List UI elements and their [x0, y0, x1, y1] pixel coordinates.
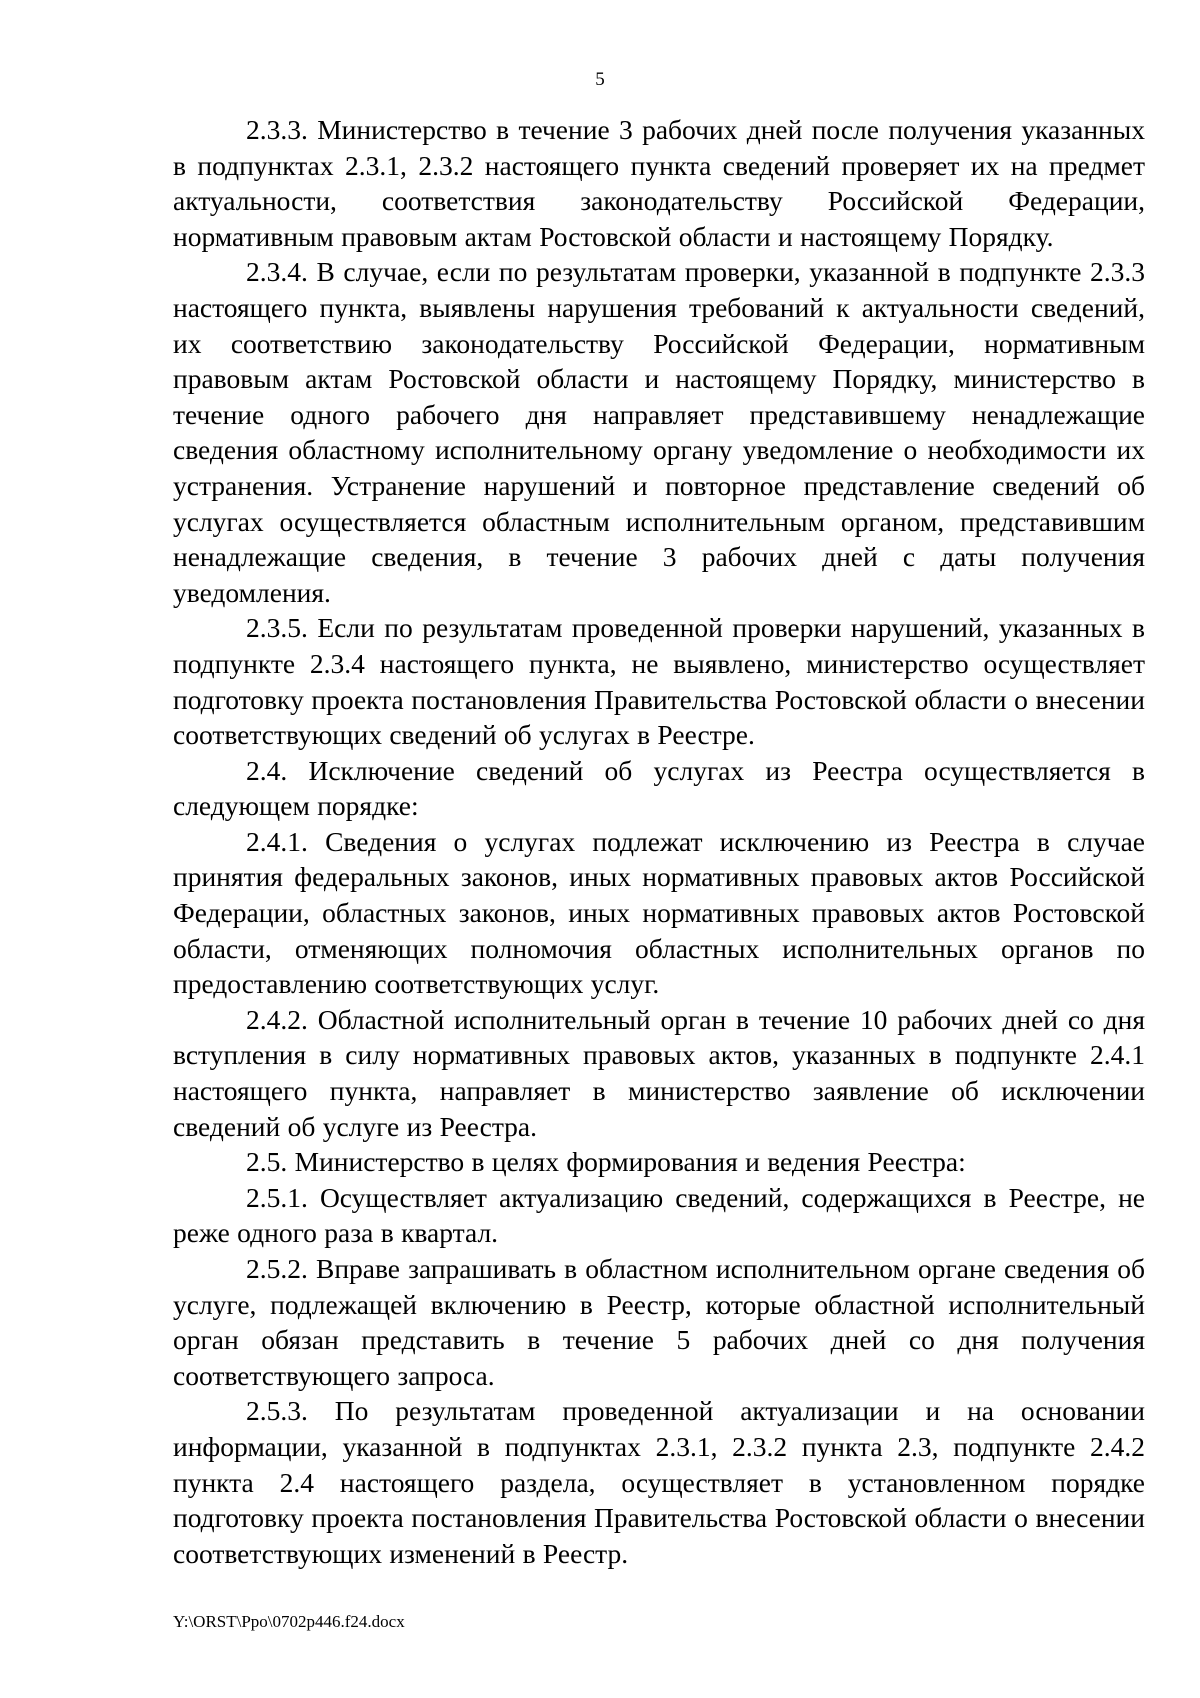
footer-file-path: Y:\ORST\Ppo\0702p446.f24.docx: [173, 1612, 405, 1631]
paragraph-2-5: 2.5. Министерство в целях формирования и ведения Реестра:: [246, 1146, 966, 1178]
paragraph-2-3-3: 2.3.3. Министерство в течение 3 рабочих дней после получения указанных в подпунктах 2.3.1, 2.3.2 настоящего пункта сведений проверяет их на предмет актуальности, соответствия законодательству Российской Федерации, нормативным правовым актам Ростовской области и настоящему Порядку.: [173, 114, 1145, 252]
paragraph-2-3-4: 2.3.4. В случае, если по результатам проверки, указанной в подпункте 2.3.3 настоящего пункта, выявлены нарушения требований к актуальности сведений, их соответствию законодательству Российской Федерации, нормативным правовым актам Ростовской области и настоящему Порядку, министерство в течение одного рабочего дня направляет представившему ненадлежащие сведения областному исполнительному органу уведомление о необходимости их устранения. Устранение нарушений и повторное представление сведений об услугах осуществляется областным исполнительным органом, представившим ненадлежащие сведения, в течение 3 рабочих дней с даты получения уведомления.: [173, 256, 1145, 608]
paragraph-2-4-1: 2.4.1. Сведения о услугах подлежат исключению из Реестра в случае принятия федеральных законов, иных нормативных правовых актов Российской Федерации, областных законов, иных нормативных правовых актов Ростовской области, отменяющих полномочия областных исполнительных органов по предоставлению соответствующих услуг.: [173, 825, 1145, 1000]
paragraph-2-4: 2.4. Исключение сведений об услугах из Реестра осуществляется в следующем порядке:: [173, 754, 1145, 822]
paragraph-2-5-2: 2.5.2. Вправе запрашивать в областном исполнительном органе сведения об услуге, подлежащей включению в Реестр, которые областной исполнительный орган обязан представить в течение 5 рабочих дней со дня получения соответствующего запроса.: [173, 1253, 1145, 1391]
paragraph-2-5-1: 2.5.1. Осуществляет актуализацию сведений, содержащихся в Реестре, не реже одного раза в квартал.: [173, 1181, 1145, 1249]
paragraph-2-5-3: 2.5.3. По результатам проведенной актуализации и на основании информации, указанной в подпунктах 2.3.1, 2.3.2 пункта 2.3, подпункте 2.4.2 пункта 2.4 настоящего раздела, осуществляет в установленном порядке подготовку проекта постановления Правительства Ростовской области о внесении соответствующих изменений в Реестр.: [173, 1395, 1145, 1569]
paragraph-2-4-2: 2.4.2. Областной исполнительный орган в течение 10 рабочих дней со дня вступления в силу нормативных правовых актов, указанных в подпункте 2.4.1 настоящего пункта, направляет в министерство заявление об исключении сведений об услуге из Реестра.: [173, 1003, 1145, 1142]
page-number: 5: [595, 69, 605, 90]
paragraph-2-3-5: 2.3.5. Если по результатам проведенной проверки нарушений, указанных в подпункте 2.3.4 настоящего пункта, не выявлено, министерство осуществляет подготовку проекта постановления Правительства Ростовской области о внесении соответствующих сведений об услугах в Реестре.: [173, 612, 1145, 751]
document-body: [173, 112, 1145, 1571]
